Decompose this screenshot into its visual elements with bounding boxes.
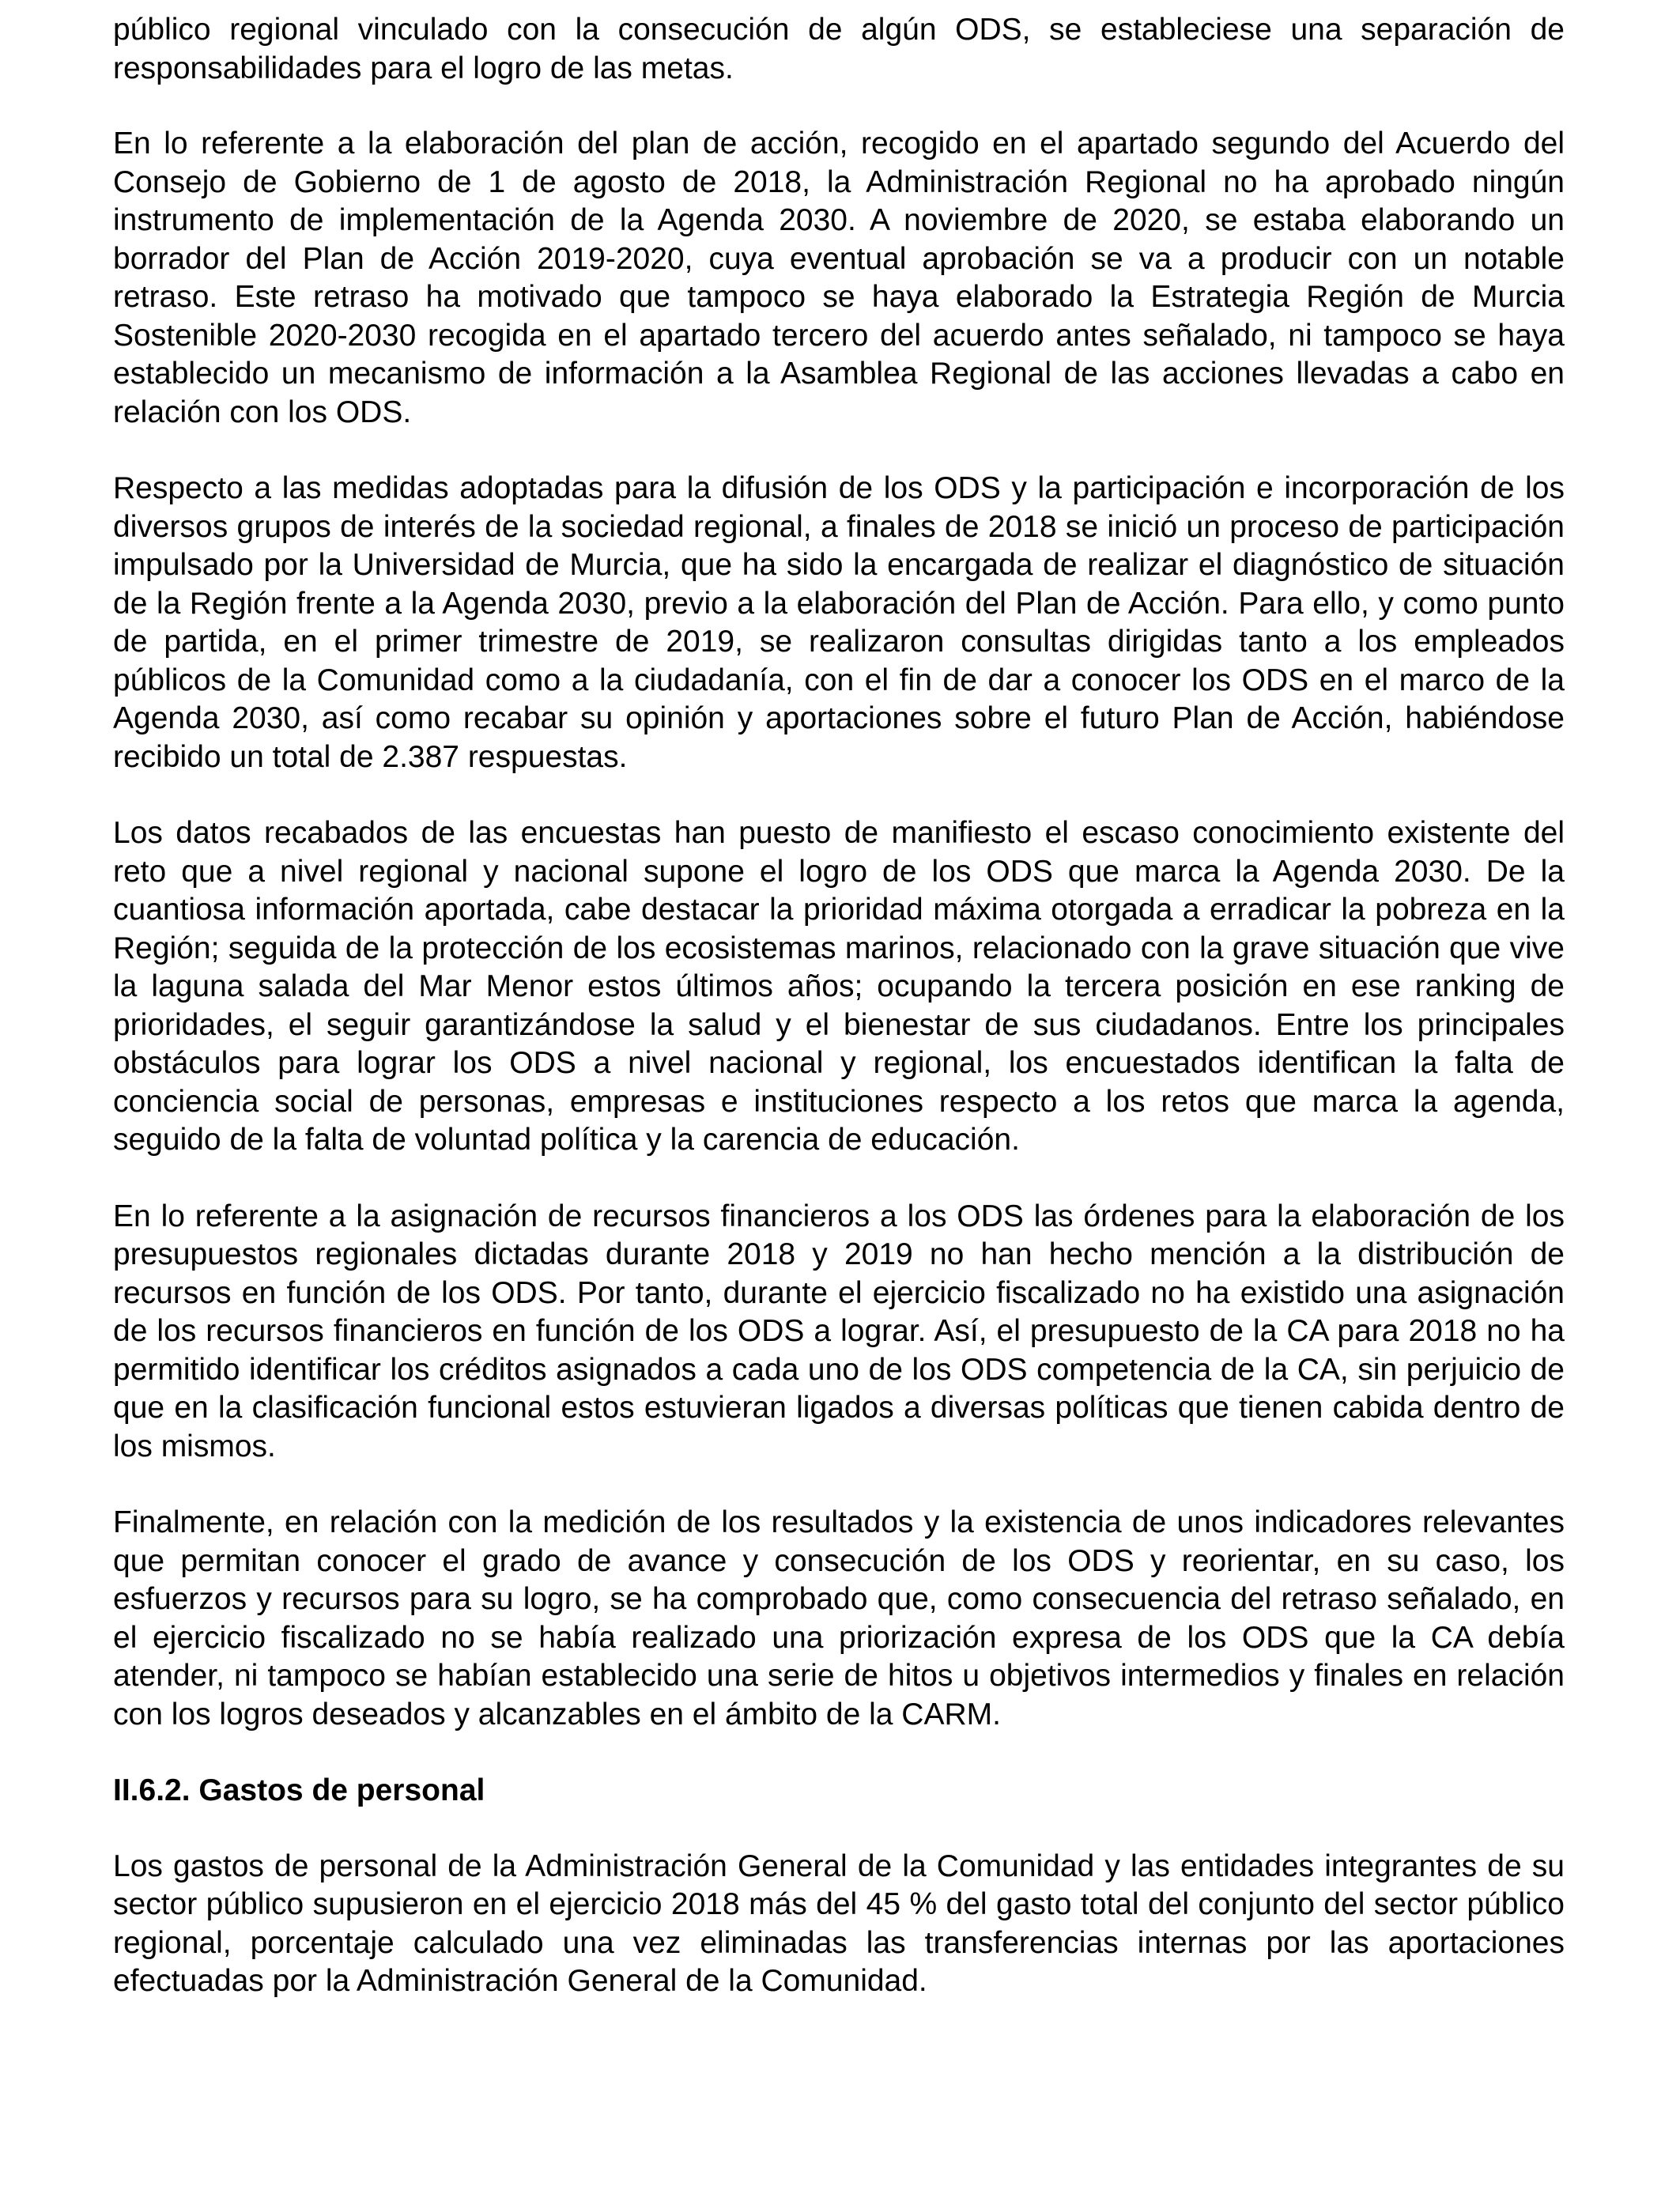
paragraph-results-measurement: Finalmente, en relación con la medición de los resultados y la existencia de unos indicadores relevantes que permitan conocer el grado de avance y consecución de los ODS y reorientar, en su caso, los esfuerzos y recursos para su logro, se ha comprobado que, como consecuencia del retraso señalado, en el ejercicio fiscalizado no se había realizado una priorización expresa de los ODS que la CA debía atender, ni tampoco se habían establecido una serie de hitos u objetivos intermedios y finales en relación con los logros deseados y alcanzables en el ámbito de la CARM. <box>113 1505 1565 1731</box>
paragraph-personnel-expenses: Los gastos de personal de la Administración General de la Comunidad y las entidades integrantes de su sector público supusieron en el ejercicio 2018 más del 45 % del gasto total del conjunto del sector público regional, porcentaje calculado una vez eliminadas las transferencias internas por las aportaciones efectuadas por la Administración General de la Comunidad. <box>113 1848 1565 1998</box>
paragraph-financial-resources: En lo referente a la asignación de recursos financieros a los ODS las órdenes para la elaboración de los presupuestos regionales dictadas durante 2018 y 2019 no han hecho mención a la distribución de recursos en función de los ODS. Por tanto, durante el ejercicio fiscalizado no ha existido una asignación de los recursos financieros en función de los ODS a lograr. Así, el presupuesto de la CA para 2018 no ha permitido identificar los créditos asignados a cada uno de los ODS competencia de la CA, sin perjuicio de que en la clasificación funcional estos estuvieran ligados a diversas políticas que tienen cabida dentro de los mismos. <box>113 1199 1565 1463</box>
document-body <box>113 11 1565 2039</box>
paragraph-survey-results: Los datos recabados de las encuestas han puesto de manifiesto el escaso conocimiento existente del reto que a nivel regional y nacional supone el logro de los ODS que marca la Agenda 2030. De la cuantiosa información aportada, cabe destacar la prioridad máxima otorgada a erradicar la pobreza en la Región; seguida de la protección de los ecosistemas marinos, relacionado con la grave situación que vive la laguna salada del Mar Menor estos últimos años; ocupando la tercera posición en ese ranking de prioridades, el seguir garantizándose la salud y el bienestar de sus ciudadanos. Entre los principales obstáculos para lograr los ODS a nivel nacional y regional, los encuestados identifican la falta de conciencia social de personas, empresas e instituciones respecto a los retos que marca la agenda, seguido de la falta de voluntad política y la carencia de educación. <box>113 816 1565 1157</box>
paragraph-dissemination-measures: Respecto a las medidas adoptadas para la difusión de los ODS y la participación e incorporación de los diversos grupos de interés de la sociedad regional, a finales de 2018 se inició un proceso de participación impulsado por la Universidad de Murcia, que ha sido la encargada de realizar el diagnóstico de situación de la Región frente a la Agenda 2030, previo a la elaboración del Plan de Acción. Para ello, y como punto de partida, en el primer trimestre de 2019, se realizaron consultas dirigidas tanto a los empleados públicos de la Comunidad como a la ciudadanía, con el fin de dar a conocer los ODS en el marco de la Agenda 2030, así como recabar su opinión y aportaciones sobre el futuro Plan de Acción, habiéndose recibido un total de 2.387 respuestas. <box>113 471 1565 774</box>
section-heading: II.6.2. Gastos de personal <box>113 1773 485 1807</box>
paragraph-action-plan: En lo referente a la elaboración del plan de acción, recogido en el apartado segundo del Acuerdo del Consejo de Gobierno de 1 de agosto de 2018, la Administración Regional no ha aprobado ningún instrumento de implementación de la Agenda 2030. A noviembre de 2020, se estaba elaborando un borrador del Plan de Acción 2019-2020, cuya eventual aprobación se va a producir con un notable retraso. Este retraso ha motivado que tampoco se haya elaborado la Estrategia Región de Murcia Sostenible 2020-2030 recogida en el apartado tercero del acuerdo antes señalado, ni tampoco se haya establecido un mecanismo de información a la Asamblea Regional de las acciones llevadas a cabo en relación con los ODS. <box>113 127 1565 429</box>
paragraph-ods-responsibilities: público regional vinculado con la consecución de algún ODS, se estableciese una separación de responsabilidades para el logro de las metas. <box>113 13 1565 85</box>
